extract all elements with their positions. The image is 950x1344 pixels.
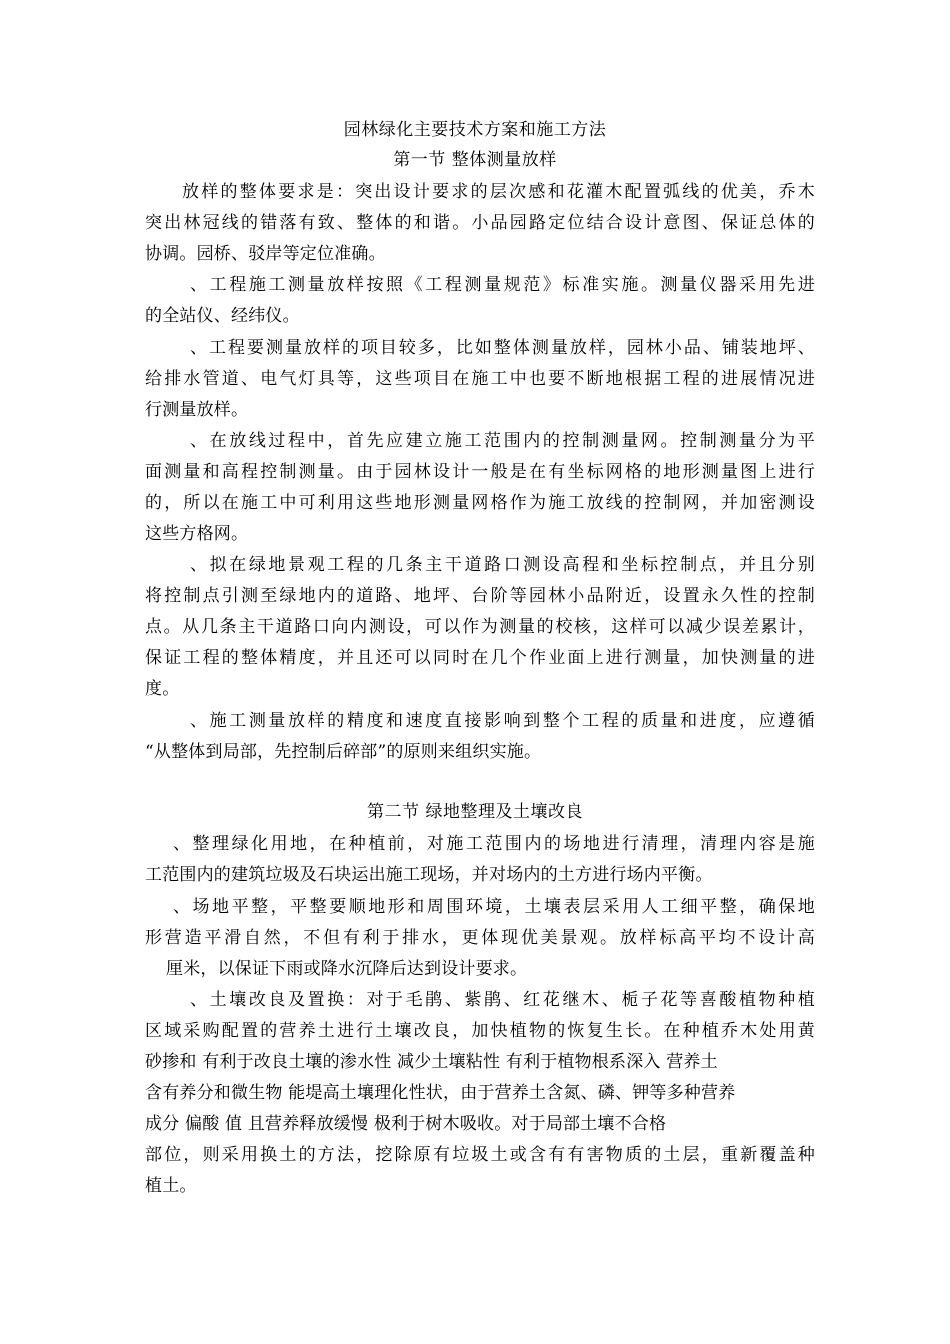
section-1-line-4: 、工程施工测量放样按照《工程测量规范》标准实施。测量仪器采用先进 [190, 275, 815, 295]
document-title: 园林绿化主要技术方案和施工方法 [343, 120, 607, 140]
section-2-line-12: 植土。 [145, 1176, 197, 1196]
section-1-line-10: 面测量和高程控制测量。由于园林设计一般是在有坐标网格的地形测量图上进行 [145, 462, 815, 482]
section-1-heading: 第一节 整体测量放样 [393, 150, 557, 170]
section-1-line-5: 的全站仪、经纬仪。 [145, 306, 300, 326]
section-1-line-17: 度。 [145, 679, 180, 699]
section-1-line-11: 的，所以在施工中可利用这些地形测量网格作为施工放线的控制网，并加密测设 [145, 493, 815, 513]
section-2-line-8: 砂掺和 有利于改良土壤的渗水性 减少土壤粘性 有利于植物根系深入 营养土 [145, 1052, 718, 1072]
section-1-line-9: 、在放线过程中，首先应建立施工范围内的控制测量网。控制测量分为平 [190, 431, 815, 451]
section-1-line-13: 、拟在绿地景观工程的几条主干道路口测设高程和坐标控制点，并且分别 [190, 555, 815, 575]
section-2-line-4: 形营造平滑自然，不但有利于排水，更体现优美景观。放样标高平均不设计高 [145, 928, 815, 948]
section-1-line-12: 这些方格网。 [145, 524, 249, 544]
section-1-line-16: 保证工程的整体精度，并且还可以同时在几个作业面上进行测量，加快测量的进 [145, 648, 815, 668]
section-1-line-19: “从整体到局部，先控制后碎部”的原则来组织实施。 [145, 742, 542, 762]
section-2-line-2: 工范围内的建筑垃圾及石块运出施工现场，并对场内的土方进行场内平衡。 [145, 865, 713, 885]
section-1-line-2: 突出林冠线的错落有致、整体的和谐。小品园路定位结合设计意图、保证总体的 [145, 213, 815, 233]
section-2-line-10: 成分 偏酸 值 且营养释放缓慢 极利于树木吸收。对于局部土壤不合格 [145, 1114, 667, 1134]
section-1-line-18: 、施工测量放样的精度和速度直接影响到整个工程的质量和进度，应遵循 [190, 711, 815, 731]
section-1-line-7: 给排水管道、电气灯具等，这些项目在施工中也要不断地根据工程的进展情况进 [145, 369, 815, 389]
section-2-line-1: 、整理绿化用地，在种植前，对施工范围内的场地进行清理，清理内容是施 [173, 834, 815, 854]
section-2-line-11: 部位，则采用换土的方法，挖除原有垃圾土或含有有害物质的土层，重新覆盖种 [145, 1145, 815, 1165]
section-1-line-6: 、工程要测量放样的项目较多，比如整体测量放样，园林小品、铺装地坪、 [190, 338, 815, 358]
section-1-line-14: 将控制点引测至绿地内的道路、地坪、台阶等园林小品附近，设置永久性的控制 [145, 586, 815, 606]
section-2-line-9: 含有养分和微生物 能堤高土壤理化性状，由于营养土含氮、磷、钾等多种营养 [145, 1083, 736, 1103]
section-2-line-7: 区域采购配置的营养土进行土壤改良，加快植物的恢复生长。在种植乔木处用黄 [145, 1021, 815, 1041]
section-2-line-6: 、土壤改良及置换：对于毛鹃、紫鹃、红花继木、栀子花等喜酸植物种植 [190, 990, 815, 1010]
section-1-line-8: 行测量放样。 [145, 400, 249, 420]
section-1-line-15: 点。从几条主干道路口向内测设，可以作为测量的校核，这样可以减少误差累计， [145, 617, 815, 637]
section-1-line-3: 协调。园桥、驳岸等定位准确。 [145, 244, 386, 264]
section-2-line-5: 厘米，以保证下雨或降水沉降后达到设计要求。 [166, 959, 528, 979]
section-2-line-3: 、场地平整，平整要顺地形和周围环境，土壤表层采用人工细平整，确保地 [173, 897, 815, 917]
section-2-heading: 第二节 绿地整理及土壤改良 [367, 802, 583, 822]
section-1-line-1: 放样的整体要求是：突出设计要求的层次感和花灌木配置弧线的优美，乔木 [182, 182, 815, 202]
